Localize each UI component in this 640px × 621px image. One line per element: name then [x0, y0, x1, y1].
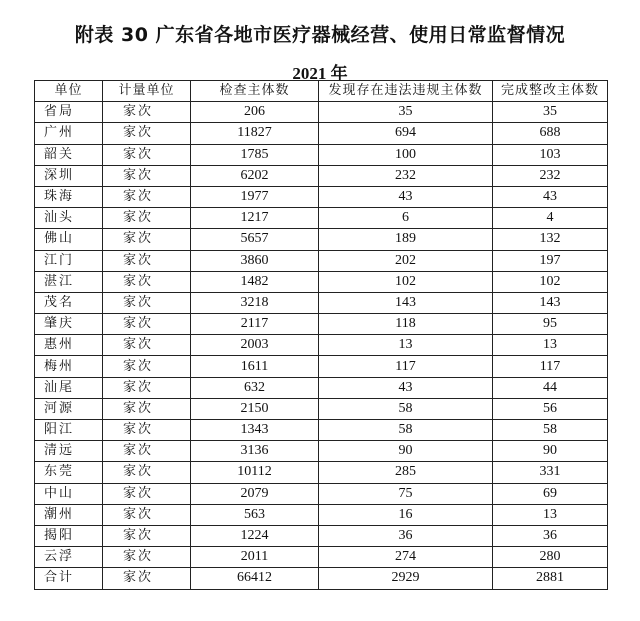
region-name-cell: 河源 [35, 398, 103, 419]
violation-count-cell: 58 [319, 420, 493, 441]
inspected-count-cell: 632 [191, 377, 319, 398]
violation-count-cell: 13 [319, 335, 493, 356]
inspected-count-cell: 6202 [191, 165, 319, 186]
rectified-count-cell: 2881 [493, 568, 608, 589]
rectified-count-cell: 13 [493, 504, 608, 525]
violation-count-cell: 75 [319, 483, 493, 504]
table-row [35, 525, 608, 546]
table-row [35, 335, 608, 356]
inspected-count-cell: 2011 [191, 547, 319, 568]
table-row [35, 356, 608, 377]
rectified-count-cell: 90 [493, 441, 608, 462]
measure-unit-cell: 家次 [103, 377, 191, 398]
measure-unit-cell: 家次 [103, 123, 191, 144]
region-name-cell: 阳江 [35, 420, 103, 441]
rectified-count-cell: 44 [493, 377, 608, 398]
inspected-count-cell: 10112 [191, 462, 319, 483]
violation-count-cell: 35 [319, 102, 493, 123]
measure-unit-cell: 家次 [103, 420, 191, 441]
table-row [35, 568, 608, 589]
region-name-cell: 深圳 [35, 165, 103, 186]
region-name-cell: 揭阳 [35, 525, 103, 546]
rectified-count-cell: 36 [493, 525, 608, 546]
table-row [35, 420, 608, 441]
table-row [35, 186, 608, 207]
region-name-cell: 省局 [35, 102, 103, 123]
rectified-count-cell: 280 [493, 547, 608, 568]
table-row [35, 144, 608, 165]
inspected-count-cell: 3860 [191, 250, 319, 271]
rectified-count-cell: 132 [493, 229, 608, 250]
document-subtitle: 2021 年 [292, 64, 348, 83]
measure-unit-cell: 家次 [103, 229, 191, 250]
table-row [35, 123, 608, 144]
measure-unit-cell: 家次 [103, 250, 191, 271]
violation-count-cell: 189 [319, 229, 493, 250]
table-row [35, 483, 608, 504]
region-name-cell: 佛山 [35, 229, 103, 250]
region-name-cell: 潮州 [35, 504, 103, 525]
region-name-cell: 汕尾 [35, 377, 103, 398]
rectified-count-cell: 56 [493, 398, 608, 419]
table-row [35, 229, 608, 250]
violation-count-cell: 118 [319, 314, 493, 335]
rectified-count-cell: 331 [493, 462, 608, 483]
violation-count-cell: 694 [319, 123, 493, 144]
measure-unit-cell: 家次 [103, 186, 191, 207]
measure-unit-cell: 家次 [103, 441, 191, 462]
table-header-row [35, 81, 608, 102]
table-row [35, 377, 608, 398]
inspected-count-cell: 1217 [191, 208, 319, 229]
rectified-count-cell: 143 [493, 292, 608, 313]
measure-unit-cell: 家次 [103, 483, 191, 504]
rectified-count-cell: 102 [493, 271, 608, 292]
violation-count-cell: 274 [319, 547, 493, 568]
rectified-count-cell: 4 [493, 208, 608, 229]
inspected-count-cell: 3218 [191, 292, 319, 313]
inspected-count-cell: 563 [191, 504, 319, 525]
measure-unit-cell: 家次 [103, 462, 191, 483]
violation-count-cell: 285 [319, 462, 493, 483]
table-row [35, 271, 608, 292]
header-violation-count: 发现存在违法违规主体数 [319, 81, 493, 102]
violation-count-cell: 117 [319, 356, 493, 377]
table-row [35, 441, 608, 462]
measure-unit-cell: 家次 [103, 102, 191, 123]
header-measure-unit: 计量单位 [103, 81, 191, 102]
measure-unit-cell: 家次 [103, 398, 191, 419]
measure-unit-cell: 家次 [103, 292, 191, 313]
inspected-count-cell: 206 [191, 102, 319, 123]
rectified-count-cell: 117 [493, 356, 608, 377]
rectified-count-cell: 69 [493, 483, 608, 504]
inspected-count-cell: 1482 [191, 271, 319, 292]
region-name-cell: 湛江 [35, 271, 103, 292]
measure-unit-cell: 家次 [103, 335, 191, 356]
document-title: 附表 30 广东省各地市医疗器械经营、使用日常监督情况 [74, 24, 566, 46]
region-name-cell: 梅州 [35, 356, 103, 377]
region-name-cell: 肇庆 [35, 314, 103, 335]
measure-unit-cell: 家次 [103, 525, 191, 546]
violation-count-cell: 102 [319, 271, 493, 292]
violation-count-cell: 232 [319, 165, 493, 186]
inspected-count-cell: 2117 [191, 314, 319, 335]
violation-count-cell: 90 [319, 441, 493, 462]
violation-count-cell: 58 [319, 398, 493, 419]
inspected-count-cell: 1224 [191, 525, 319, 546]
inspected-count-cell: 3136 [191, 441, 319, 462]
rectified-count-cell: 197 [493, 250, 608, 271]
region-name-cell: 惠州 [35, 335, 103, 356]
inspected-count-cell: 1785 [191, 144, 319, 165]
measure-unit-cell: 家次 [103, 314, 191, 335]
violation-count-cell: 202 [319, 250, 493, 271]
table-row [35, 208, 608, 229]
rectified-count-cell: 103 [493, 144, 608, 165]
measure-unit-cell: 家次 [103, 144, 191, 165]
violation-count-cell: 43 [319, 377, 493, 398]
table-row [35, 292, 608, 313]
region-name-cell: 江门 [35, 250, 103, 271]
inspected-count-cell: 11827 [191, 123, 319, 144]
rectified-count-cell: 35 [493, 102, 608, 123]
measure-unit-cell: 家次 [103, 547, 191, 568]
table-body [35, 102, 608, 589]
inspected-count-cell: 66412 [191, 568, 319, 589]
inspected-count-cell: 2079 [191, 483, 319, 504]
violation-count-cell: 100 [319, 144, 493, 165]
inspected-count-cell: 1343 [191, 420, 319, 441]
header-rectified-count: 完成整改主体数 [493, 81, 608, 102]
violation-count-cell: 43 [319, 186, 493, 207]
rectified-count-cell: 688 [493, 123, 608, 144]
measure-unit-cell: 家次 [103, 208, 191, 229]
region-name-cell: 汕头 [35, 208, 103, 229]
region-name-cell: 云浮 [35, 547, 103, 568]
inspected-count-cell: 2003 [191, 335, 319, 356]
table-row [35, 398, 608, 419]
table-row [35, 314, 608, 335]
region-name-cell: 茂名 [35, 292, 103, 313]
inspected-count-cell: 1611 [191, 356, 319, 377]
rectified-count-cell: 95 [493, 314, 608, 335]
header-inspected-count: 检查主体数 [191, 81, 319, 102]
table-row [35, 547, 608, 568]
supervision-table [34, 80, 608, 590]
violation-count-cell: 16 [319, 504, 493, 525]
region-name-cell: 东莞 [35, 462, 103, 483]
table-row [35, 504, 608, 525]
region-name-cell: 合计 [35, 568, 103, 589]
violation-count-cell: 143 [319, 292, 493, 313]
region-name-cell: 中山 [35, 483, 103, 504]
inspected-count-cell: 2150 [191, 398, 319, 419]
measure-unit-cell: 家次 [103, 504, 191, 525]
region-name-cell: 清远 [35, 441, 103, 462]
table-row [35, 462, 608, 483]
table-row [35, 250, 608, 271]
table-row [35, 102, 608, 123]
region-name-cell: 韶关 [35, 144, 103, 165]
inspected-count-cell: 1977 [191, 186, 319, 207]
rectified-count-cell: 13 [493, 335, 608, 356]
rectified-count-cell: 43 [493, 186, 608, 207]
region-name-cell: 珠海 [35, 186, 103, 207]
measure-unit-cell: 家次 [103, 165, 191, 186]
violation-count-cell: 36 [319, 525, 493, 546]
header-unit: 单位 [35, 81, 103, 102]
measure-unit-cell: 家次 [103, 356, 191, 377]
rectified-count-cell: 58 [493, 420, 608, 441]
violation-count-cell: 6 [319, 208, 493, 229]
table-row [35, 165, 608, 186]
measure-unit-cell: 家次 [103, 271, 191, 292]
rectified-count-cell: 232 [493, 165, 608, 186]
measure-unit-cell: 家次 [103, 568, 191, 589]
inspected-count-cell: 5657 [191, 229, 319, 250]
violation-count-cell: 2929 [319, 568, 493, 589]
region-name-cell: 广州 [35, 123, 103, 144]
